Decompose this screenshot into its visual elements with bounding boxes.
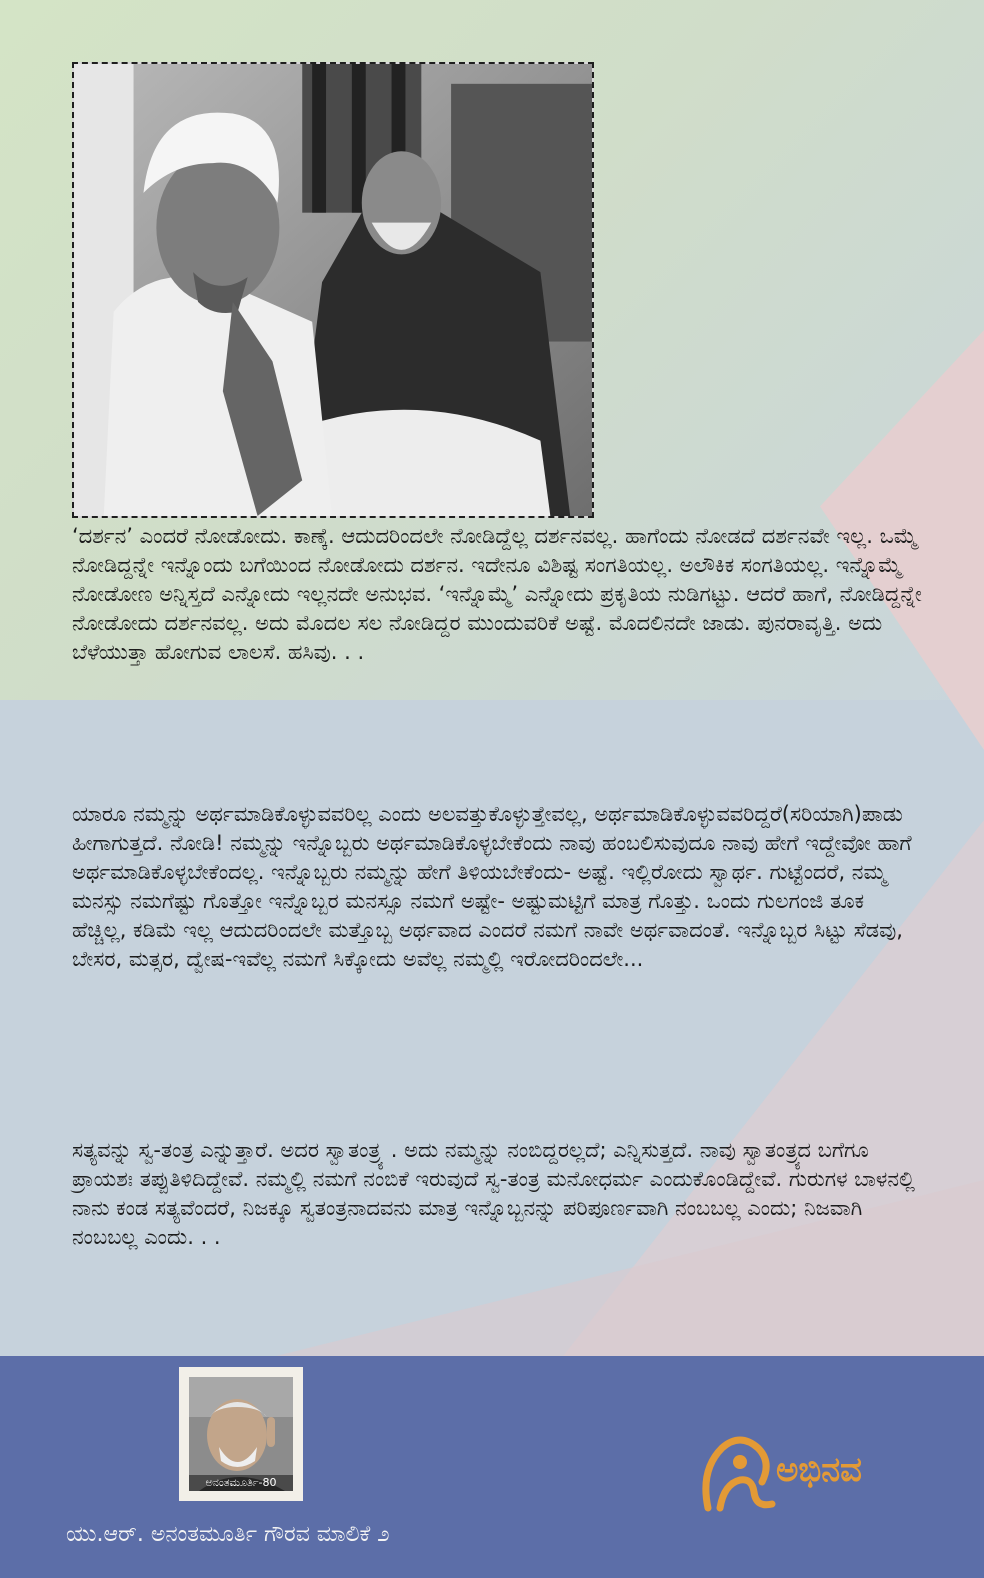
cover-photo-illustration	[74, 64, 592, 516]
author-stamp-photo	[189, 1377, 293, 1491]
author-stamp	[179, 1367, 303, 1501]
series-title: ಯು.ಆರ್. ಅನಂತಮೂರ್ತಿ ಗೌರವ ಮಾಲಿಕೆ ೨	[66, 1522, 390, 1547]
publisher-logo	[696, 1430, 916, 1520]
paragraph-darshana: ‘ದರ್ಶನ’ ಎಂದರೆ ನೋಡೋದು. ಕಾಣ್ಕೆ. ಆದುದರಿಂದಲೇ ನೋಡಿದ್ದೆಲ್ಲ ದರ್ಶನವಲ್ಲ. ಹಾಗೆಂದು ನೋಡದೆ ದರ್ಶನವೇ ಇಲ್ಲ. ಒಮ್ಮೆ ನೋಡಿದ್ದನ್ನೇ ಇನ್ನೊಂದು ಬಗೆಯಿಂದ ನೋಡೋದು ದರ್ಶನ. ಇದೇನೂ ವಿಶಿಷ್ಟ ಸಂಗತಿಯಲ್ಲ. ಅಲೌಕಿಕ ಸಂಗತಿಯಲ್ಲ. ಇನ್ನೊಮ್ಮೆ ನೋಡೋಣ ಅನ್ನಿಸ್ತದೆ ಎನ್ನೋದು ಇಲ್ಲನದೇ ಅನುಭವ. ‘ಇನ್ನೊಮ್ಮೆ’ ಎನ್ನೋದು ಪ್ರಕೃತಿಯ ನುಡಿಗಟ್ಟು. ಆದರೆ ಹಾಗೆ, ನೋಡಿದ್ದನ್ನೇ ನೋಡೋದು ದರ್ಶನವಲ್ಲ. ಅದು ಮೊದಲ ಸಲ ನೋಡಿದ್ದರ ಮುಂದುವರಿಕೆ ಅಷ್ಟೆ. ಮೊದಲಿನದೇ ಜಾಡು. ಪುನರಾವೃತ್ತಿ. ಅದು ಬೆಳೆಯುತ್ತಾ ಹೋಗುವ ಲಾಲಸೆ. ಹಸಿವು. . .	[72, 524, 922, 664]
paragraph-understanding: ಯಾರೂ ನಮ್ಮನ್ನು ಅರ್ಥಮಾಡಿಕೊಳ್ಳುವವರಿಲ್ಲ ಎಂದು ಅಲವತ್ತುಕೊಳ್ಳುತ್ತೇವಲ್ಲ, ಅರ್ಥಮಾಡಿಕೊಳ್ಳುವವರಿದ್ದರೆ(ಸರಿಯಾಗಿ)ಪಾಡು ಹೀಗಾಗುತ್ತದೆ. ನೋಡಿ! ನಮ್ಮನ್ನು ಇನ್ನೊಬ್ಬರು ಅರ್ಥಮಾಡಿಕೊಳ್ಳಬೇಕೆಂದು ನಾವು ಹಂಬಲಿಸುವುದೂ ನಾವು ಹೇಗೆ ಇದ್ದೇವೋ ಹಾಗೆ ಅರ್ಥಮಾಡಿಕೊಳ್ಳಬೇಕೆಂದಲ್ಲ. ಇನ್ನೊಬ್ಬರು ನಮ್ಮನ್ನು ಹೇಗೆ ತಿಳಿಯಬೇಕೆಂದು- ಅಷ್ಟೆ. ಇಲ್ಲಿರೋದು ಸ್ವಾರ್ಥ. ಗುಟ್ಟೆಂದರೆ, ನಮ್ಮ ಮನಸ್ಸು ನಮಗೆಷ್ಟು ಗೊತ್ತೋ ಇನ್ನೊಬ್ಬರ ಮನಸ್ಸೂ ನಮಗೆ ಅಷ್ಟೇ- ಅಷ್ಟುಮಟ್ಟಿಗೆ ಮಾತ್ರ ಗೊತ್ತು. ಒಂದು ಗುಲಗಂಜಿ ತೂಕ ಹೆಚ್ಚಿಲ್ಲ, ಕಡಿಮೆ ಇಲ್ಲ ಆದುದರಿಂದಲೇ ಮತ್ತೊಬ್ಬ ಅರ್ಥವಾದ ಎಂದರೆ ನಮಗೆ ನಾವೇ ಅರ್ಥವಾದಂತೆ. ಇನ್ನೊಬ್ಬರ ಸಿಟ್ಟು ಸೆಡವು, ಬೇಸರ, ಮತ್ಸರ, ದ್ವೇಷ-ಇವೆಲ್ಲ ನಮಗೆ ಸಿಕ್ಕೋದು ಅವೆಲ್ಲ ನಮ್ಮಲ್ಲಿ ಇರೋದರಿಂದಲೇ...	[72, 802, 912, 971]
author-stamp-caption: ಅನಂತಮೂರ್ತಿ-80	[189, 1475, 293, 1491]
author-portrait-icon	[189, 1377, 293, 1491]
cover-photo-two-elders	[72, 62, 594, 518]
abhinava-logo-icon	[696, 1430, 778, 1520]
publisher-name: ಅಭಿನವ	[776, 1450, 862, 1490]
paragraph-freedom: ಸತ್ಯವನ್ನು ಸ್ವ-ತಂತ್ರ ಎನ್ನುತ್ತಾರೆ. ಅದರ ಸ್ವಾತಂತ್ರ್ಯ . ಅದು ನಮ್ಮನ್ನು ನಂಬಿದ್ದರಲ್ಲದೆ; ಎನ್ನಿಸುತ್ತದೆ. ನಾವು ಸ್ವಾತಂತ್ರ್ಯದ ಬಗೆಗೂ ಪ್ರಾಯಶಃ ತಪ್ಪುತಿಳಿದಿದ್ದೇವೆ. ನಮ್ಮಲ್ಲಿ ನಮಗೆ ನಂಬಿಕೆ ಇರುವುದೆ ಸ್ವ-ತಂತ್ರ ಮನೋಧರ್ಮ ಎಂದುಕೊಂಡಿದ್ದೇವೆ. ಗುರುಗಳ ಬಾಳನಲ್ಲಿ ನಾನು ಕಂಡ ಸತ್ಯವೆಂದರೆ, ನಿಜಕ್ಕೂ ಸ್ವತಂತ್ರನಾದವನು ಮಾತ್ರ ಇನ್ನೊಬ್ಬನನ್ನು ಪರಿಪೂರ್ಣವಾಗಿ ನಂಬಬಲ್ಲ ಎಂದು; ನಿಜವಾಗಿ ನಂಬಬಲ್ಲ ಎಂದು. . .	[72, 1138, 915, 1249]
